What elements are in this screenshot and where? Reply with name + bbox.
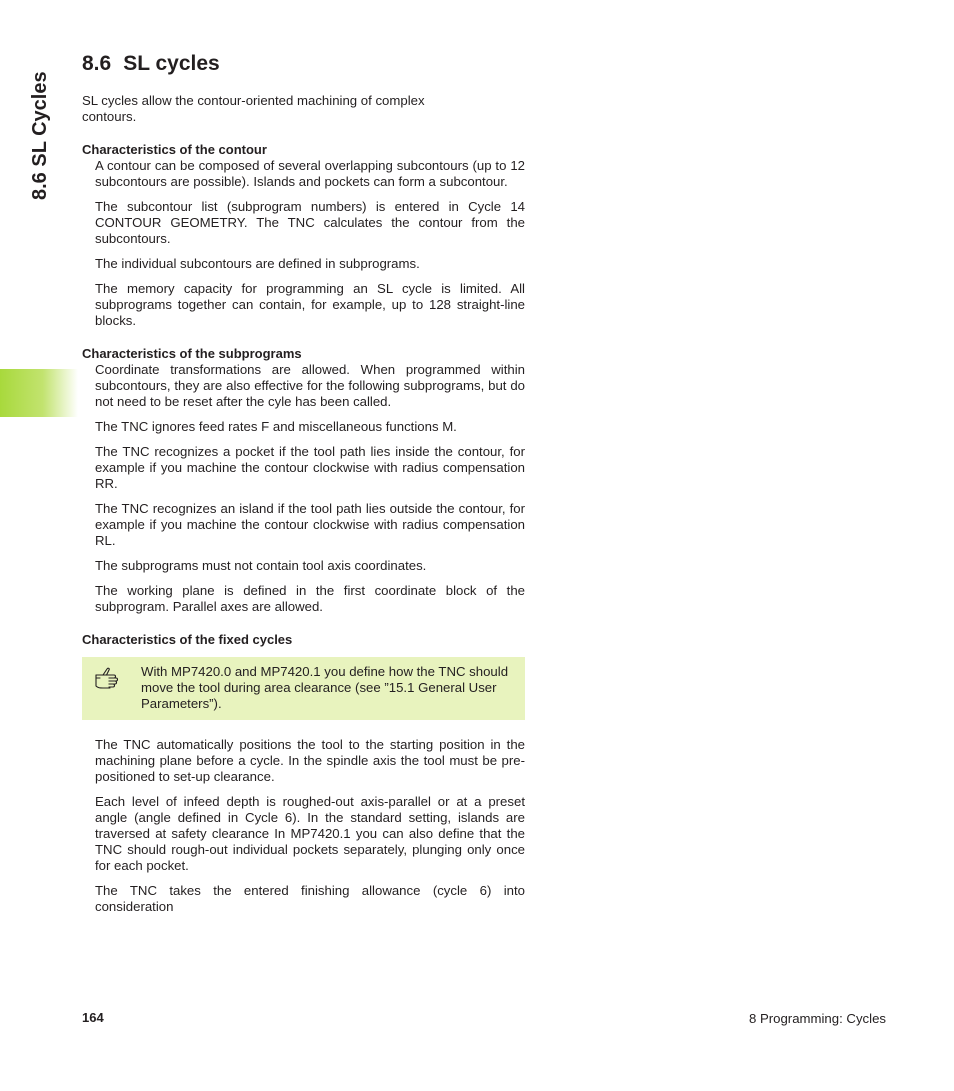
paragraph: The individual subcontours are defined in subprograms. xyxy=(95,256,420,271)
paragraph: Coordinate transformations are allowed. When programmed within subcontours, they are also effective for the following subprograms, but do not need to be reset after the cyle has been called. xyxy=(95,362,525,409)
section-title: SL cycles xyxy=(123,52,220,75)
paragraph: Each level of infeed depth is roughed-out axis-parallel or at a preset angle (angle defined in Cycle 6). In the standard setting, islands are traversed at safety clearance In MP7420.1 you can also define that the TNC should rough-out individual pockets separately, plunging only once for each pocket. xyxy=(95,794,525,873)
intro-paragraph: SL cycles allow the contour-oriented machining of complex contours. xyxy=(82,93,425,124)
subheading-subprograms: Characteristics of the subprograms xyxy=(82,346,302,361)
paragraph: The subprograms must not contain tool axis coordinates. xyxy=(95,558,427,573)
subheading-contour: Characteristics of the contour xyxy=(82,142,267,157)
page-title xyxy=(82,50,220,78)
main-content xyxy=(82,93,525,932)
paragraph: A contour can be composed of several overlapping subcontours (up to 12 subcontours are possible). Islands and pockets can form a subcontour. xyxy=(95,158,525,189)
paragraph: The memory capacity for programming an SL cycle is limited. All subprograms together can contain, for example, up to 128 straight-line blocks. xyxy=(95,281,525,328)
paragraph: The working plane is defined in the first coordinate block of the subprogram. Parallel axes are allowed. xyxy=(95,583,525,614)
footer-chapter-title: 8 Programming: Cycles xyxy=(748,1011,886,1026)
paragraph: The TNC takes the entered finishing allowance (cycle 6) into consideration xyxy=(95,883,525,914)
section-number: 8.6 xyxy=(82,52,112,75)
side-chapter-title: 8.6 SL Cycles xyxy=(29,71,51,200)
subheading-fixed-cycles: Characteristics of the fixed cycles xyxy=(82,632,293,647)
chapter-tab-marker xyxy=(0,369,78,417)
pointing-hand-icon xyxy=(95,666,129,692)
note-box xyxy=(82,657,525,720)
paragraph: The TNC recognizes a pocket if the tool path lies inside the contour, for example if you machine the contour clockwise with radius compensation RR. xyxy=(95,444,525,491)
note-text: With MP7420.0 and MP7420.1 you define how the TNC should move the tool during area clearance (see ”15.1 General User Parameters”). xyxy=(141,664,509,711)
paragraph: The subcontour list (subprogram numbers) is entered in Cycle 14 CONTOUR GEOMETRY. The TNC calculates the contour from the subcontours. xyxy=(95,199,525,246)
paragraph: The TNC automatically positions the tool to the starting position in the machining plane before a cycle. In the spindle axis the tool must be pre-positioned to set-up clearance. xyxy=(95,737,525,784)
section-fixed-cycles xyxy=(82,632,525,915)
paragraph: The TNC recognizes an island if the tool path lies outside the contour, for example if you machine the contour clockwise with radius compensation RL. xyxy=(95,501,525,548)
paragraph: The TNC ignores feed rates F and miscellaneous functions M. xyxy=(95,419,457,434)
section-subprograms xyxy=(82,346,525,615)
section-contour xyxy=(82,142,525,329)
page-number: 164 xyxy=(82,1010,104,1025)
